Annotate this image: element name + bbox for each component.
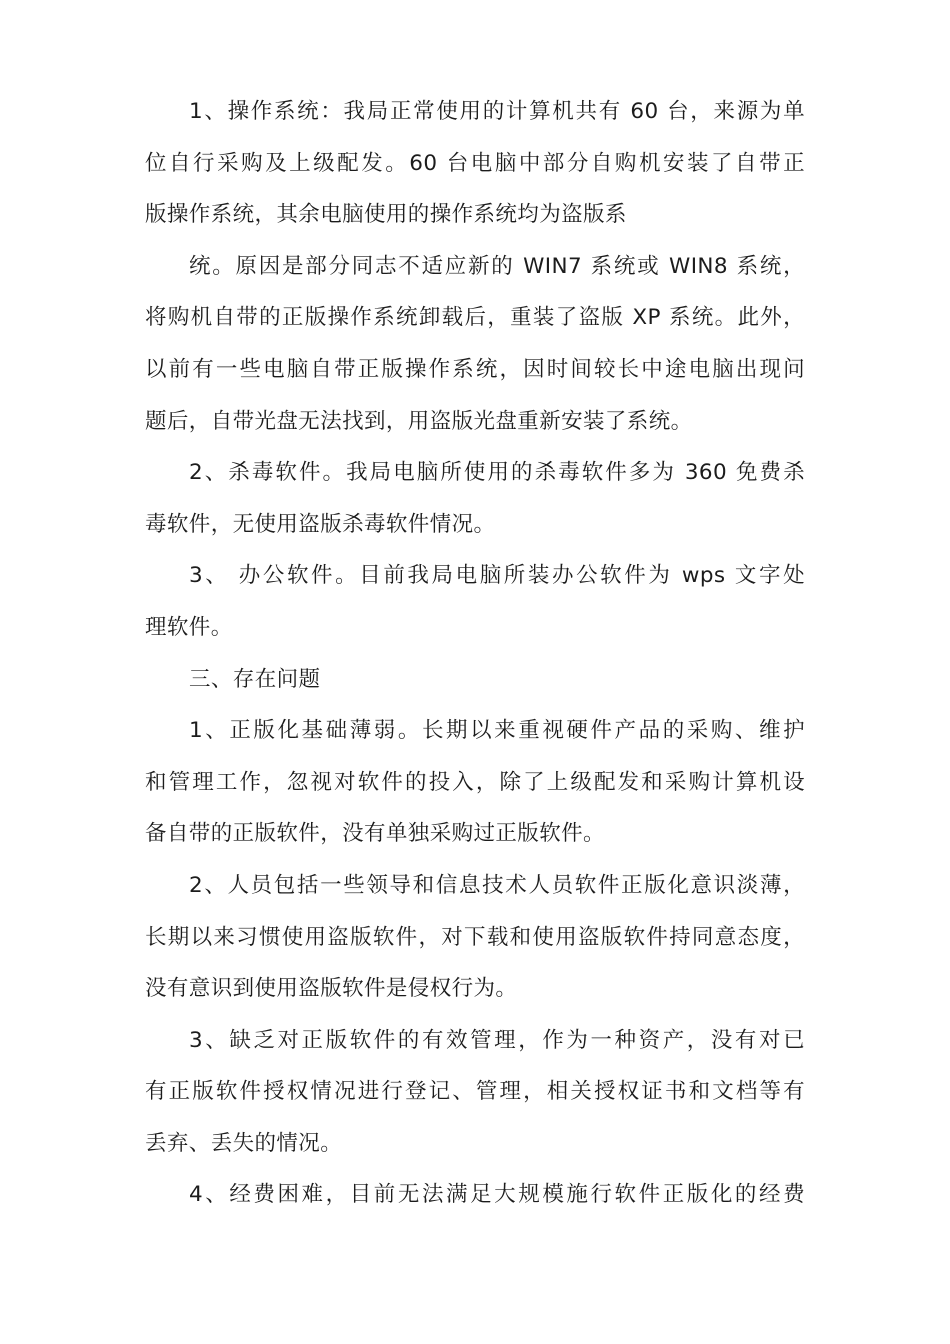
text-line: 和管理工作，忽视对软件的投入，除了上级配发和采购计算机设 [145,769,805,795]
text-line: 毒软件，无使用盗版杀毒软件情况。 [145,511,496,537]
text-line: 备自带的正版软件，没有单独采购过正版软件。 [145,821,605,847]
text-line: 长期以来习惯使用盗版软件，对下载和使用盗版软件持同意态度， [145,924,805,950]
text-line: 版操作系统，其余电脑使用的操作系统均为盗版系 [145,202,627,228]
text-line: 理软件。 [145,614,233,640]
text-line: 以前有一些电脑自带正版操作系统，因时间较长中途电脑出现问 [145,356,805,382]
text-line: 题后，自带光盘无法找到，用盗版光盘重新安装了系统。 [145,408,693,434]
text-line: 有正版软件授权情况进行登记、管理，相关授权证书和文档等有 [145,1079,805,1105]
text-line: 4、经费困难，目前无法满足大规模施行软件正版化的经费 [189,1182,805,1208]
text-line: 丢弃、丢失的情况。 [145,1130,343,1156]
text-line: 3、缺乏对正版软件的有效管理，作为一种资产，没有对已 [189,1027,805,1053]
text-line: 2、杀毒软件。我局电脑所使用的杀毒软件多为 360 免费杀 [189,460,805,486]
text-line: 3、 办公软件。目前我局电脑所装办公软件为 wps 文字处 [189,563,805,589]
document-body [145,86,805,1221]
text-line: 将购机自带的正版操作系统卸载后，重装了盗版 XP 系统。此外， [145,305,805,331]
text-line: 三、存在问题 [189,666,321,692]
text-line: 1、正版化基础薄弱。长期以来重视硬件产品的采购、维护 [189,718,805,744]
text-line: 2、人员包括一些领导和信息技术人员软件正版化意识淡薄， [189,872,805,898]
text-line: 位自行采购及上级配发。60 台电脑中部分自购机安装了自带正 [145,150,805,176]
text-line: 1、操作系统：我局正常使用的计算机共有 60 台，来源为单 [189,99,805,124]
text-line: 没有意识到使用盗版软件是侵权行为。 [145,976,518,1002]
text-line: 统。原因是部分同志不适应新的 WIN7 系统或 WIN8 系统， [189,253,805,279]
